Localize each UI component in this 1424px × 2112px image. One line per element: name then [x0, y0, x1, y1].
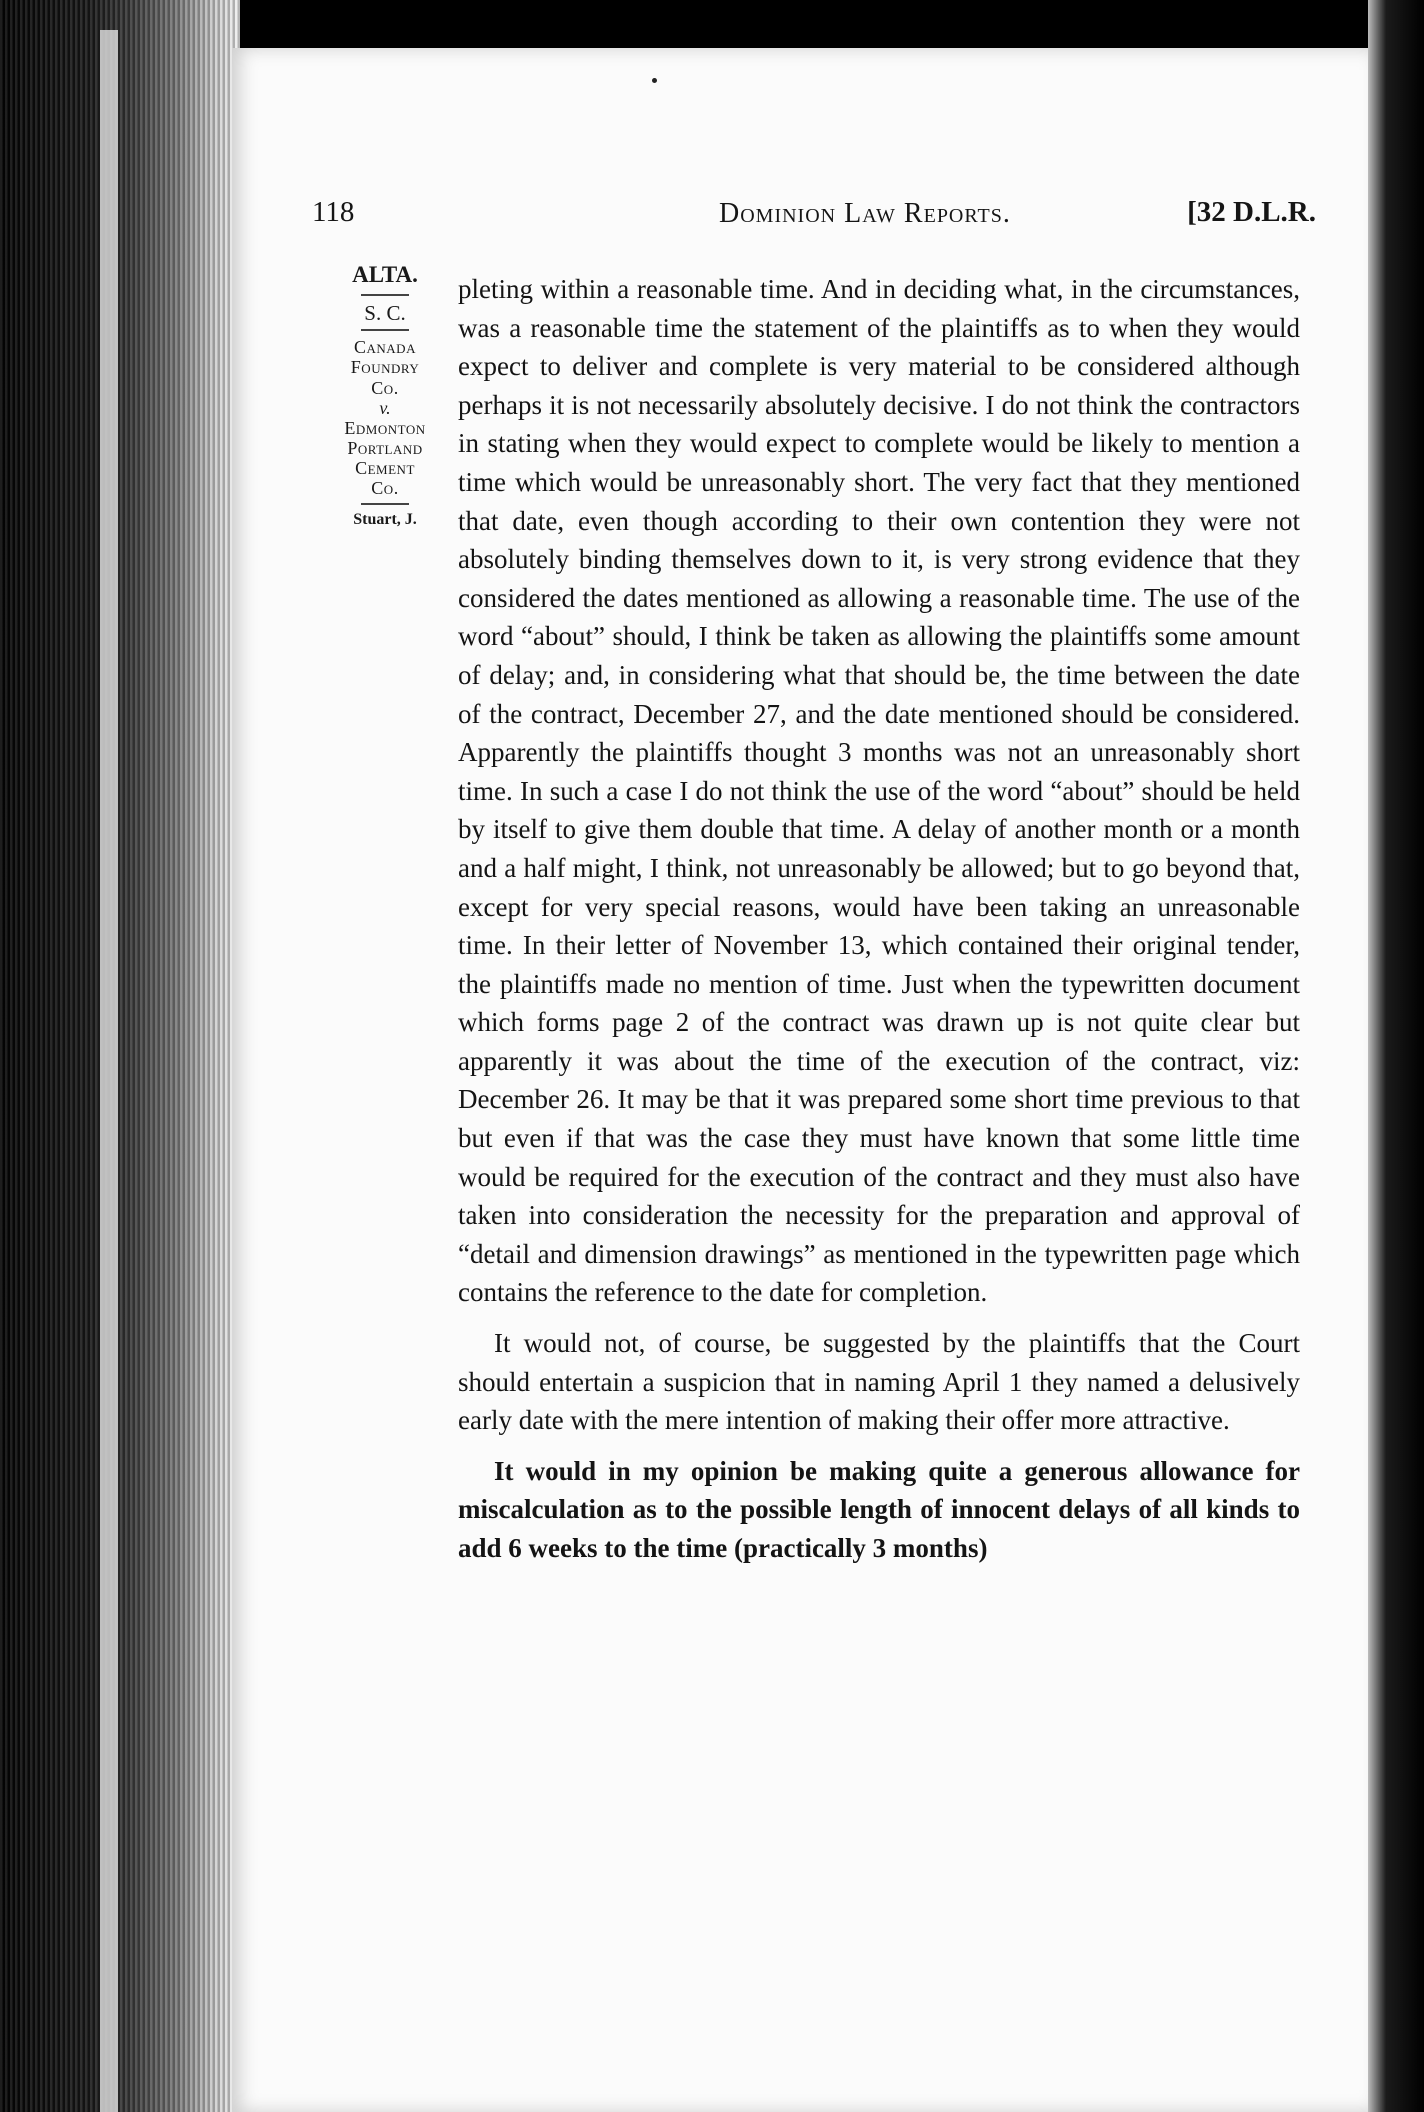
body-paragraph: It would not, of course, be suggested by the plaintiffs that the Court should entertain a suspicion that in naming April 1 they named a delusively early date with the mere intention of making their offer more attractive. — [458, 1328, 1300, 1436]
scan-speck — [652, 78, 657, 83]
court-label: S. C. — [364, 300, 406, 325]
scan-left-edge — [0, 0, 240, 2112]
margin-rule — [361, 294, 409, 296]
page-number: 118 — [312, 196, 355, 228]
party-name-line: Co. — [371, 377, 399, 398]
versus-label: v. — [379, 397, 391, 418]
running-header — [312, 196, 1316, 242]
margin-rule — [361, 503, 409, 505]
scan-right-edge — [1368, 0, 1424, 2112]
judge-name: Stuart, J. — [353, 510, 417, 528]
party-name-line: Portland — [347, 438, 423, 459]
party-name-line: Canada — [354, 337, 416, 358]
margin-notes — [324, 262, 446, 528]
party-name-line: Edmonton — [344, 417, 426, 438]
margin-rule — [361, 329, 409, 331]
body-paragraph: pleting within a reasonable time. And in deciding what, in the circumstances, was a reasonable time the statement of the plaintiffs as to when they would expect to deliver and complete is very material to be considered although perhaps it is not necessarily absolutely decisive. I do not think the contractors in stating when they would expect to complete would be likely to mention a time which would be unreasonably short. The very fact that they mentioned that date, even though according to their own contention they were not absolutely binding themselves down to it, is very strong evidence that they considered the dates mentioned as allowing a reasonable time. The use of the word “about” should, I think be taken as allowing the plaintiffs some amount of delay; and, in considering what that should be, the time between the date of the contract, December 27, and the date mentioned should be considered. Apparently the plaintiffs thought 3 months was not an unreasonably short time. In such a case I do not think the use of the word “about” should be held by itself to give them double that time. A delay of another month or a month and a half might, I think, not unreasonably be allowed; but to go beyond that, except for very special reasons, would have been taking an unreasonable time. In their letter of November 13, which contained their original tender, the plaintiffs made no mention of time. Just when the typewritten document which forms page 2 of the contract was drawn up is not quite clear but apparently it was about the time of the execution of the contract, viz: December 26. It may be that it was prepared some short time previous to that but even if that was the case they must have known that some little time would be required for the execution of the contract and they must also have taken into consideration the necessity for the preparation and approval of “detail and dimension drawings” as mentioned in the typewritten page which contains the reference to the date for completion. — [458, 274, 1300, 1308]
volume-reference: [32 D.L.R. — [1187, 196, 1316, 228]
journal-title: Dominion Law Reports. — [719, 198, 1011, 229]
party-name-line: Co. — [371, 478, 399, 499]
jurisdiction-label: ALTA. — [352, 262, 418, 287]
party-name-line: Cement — [355, 458, 415, 479]
body-paragraph: It would in my opinion be making quite a generous allowance for miscalculation as to the possible length of innocent delays of all kinds to add 6 weeks to the time (practically 3 months) — [458, 1455, 1300, 1563]
body-text — [458, 270, 1300, 1568]
book-spine-edge — [100, 30, 118, 2112]
party-name-line: Foundry — [350, 357, 420, 378]
